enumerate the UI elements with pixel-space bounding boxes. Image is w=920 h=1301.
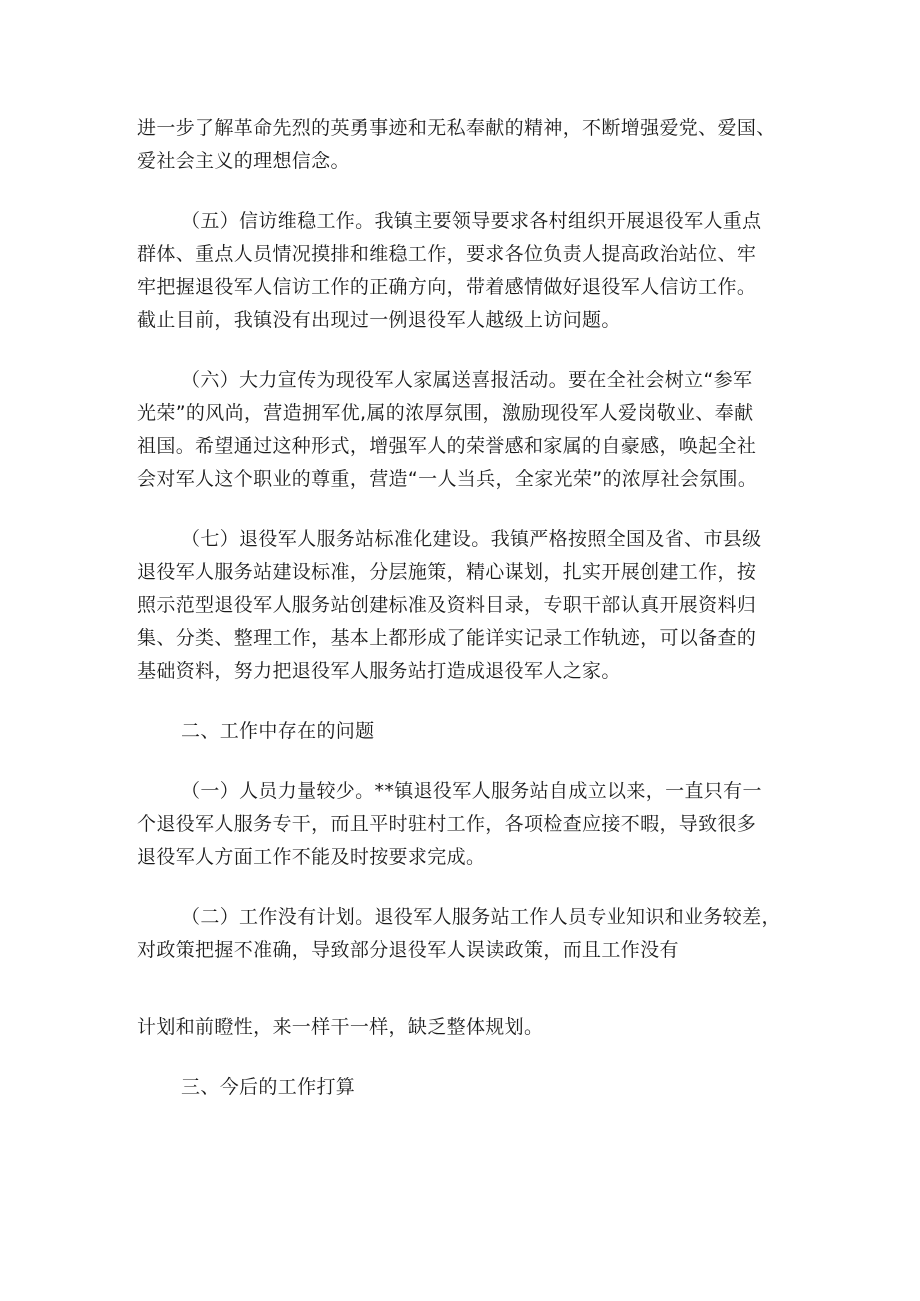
text-line: 照示范型退役军人服务站创建标准及资料目录，专职干部认真开展资料归 bbox=[137, 594, 757, 616]
text-line: 退役军人服务站建设标准，分层施策，精心谋划，扎实开展创建工作，按 bbox=[137, 561, 757, 583]
text-line: 退役军人方面工作不能及时按要求完成。 bbox=[137, 846, 486, 868]
section-heading-problems bbox=[137, 715, 802, 748]
paragraph-problem-2 bbox=[137, 901, 802, 967]
paragraph-problem-2-continuation bbox=[137, 1011, 802, 1044]
document-body bbox=[137, 112, 802, 1104]
text-line: 祖国。希望通过这种形式，增强军人的荣誉感和家属的自豪感，唤起全社 bbox=[137, 435, 757, 457]
text-line: 截止目前，我镇没有出现过一例退役军人越级上访问题。 bbox=[137, 309, 621, 331]
paragraph-intro-continuation bbox=[137, 112, 802, 178]
text-line: 牢把握退役军人信访工作的正确方向，带着感情做好退役军人信访工作。 bbox=[137, 276, 757, 298]
text-line: （二）工作没有计划。退役军人服务站工作人员专业知识和业务较差， bbox=[181, 906, 781, 928]
text-line: 群体、重点人员情况摸排和维稳工作，要求各位负责人提高政治站位、牢 bbox=[137, 243, 757, 265]
text-line: （五）信访维稳工作。我镇主要领导要求各村组织开展退役军人重点 bbox=[181, 210, 762, 232]
heading-text: 三、今后的工作打算 bbox=[181, 1076, 356, 1098]
paragraph-section-7 bbox=[137, 523, 802, 688]
text-line: 光荣”的风尚，营造拥军优,属的浓厚氛围，激励现役军人爱岗敬业、奉献 bbox=[137, 402, 754, 424]
heading-text: 二、工作中存在的问题 bbox=[181, 720, 375, 742]
paragraph-section-6 bbox=[137, 364, 802, 496]
text-line: 爱社会主义的理想信念。 bbox=[137, 150, 350, 172]
text-line: 进一步了解革命先烈的英勇事迹和无私奉献的精神，不断增强爱党、爱国、 bbox=[137, 117, 776, 139]
paragraph-problem-1 bbox=[137, 775, 802, 874]
text-line: 基础资料，努力把退役军人服务站打造成退役军人之家。 bbox=[137, 660, 621, 682]
text-line: 对政策把握不准确，导致部分退役军人误读政策，而且工作没有 bbox=[137, 939, 679, 961]
section-heading-future-plans bbox=[137, 1071, 802, 1104]
paragraph-section-5 bbox=[137, 205, 802, 337]
text-line: 计划和前瞪性，来一样干一样，缺乏整体规划。 bbox=[137, 1016, 544, 1038]
text-line: 个退役军人服务专干，而且平时驻村工作，各项检查应接不暇，导致很多 bbox=[137, 813, 757, 835]
text-line: 会对军人这个职业的尊重，营造“一人当兵，全家光荣”的浓厚社会氛围。 bbox=[137, 468, 758, 490]
text-line: （六）大力宣传为现役军人家属送喜报活动。要在全社会树立“参军 bbox=[181, 369, 753, 391]
text-line: 集、分类、整理工作，基本上都形成了能详实记录工作轨迹，可以备查的 bbox=[137, 627, 757, 649]
text-line: （一）人员力量较少。**镇退役军人服务站自成立以来，一直只有一 bbox=[181, 780, 762, 802]
text-line: （七）退役军人服务站标准化建设。我镇严格按照全国及省、市县级 bbox=[181, 528, 762, 550]
